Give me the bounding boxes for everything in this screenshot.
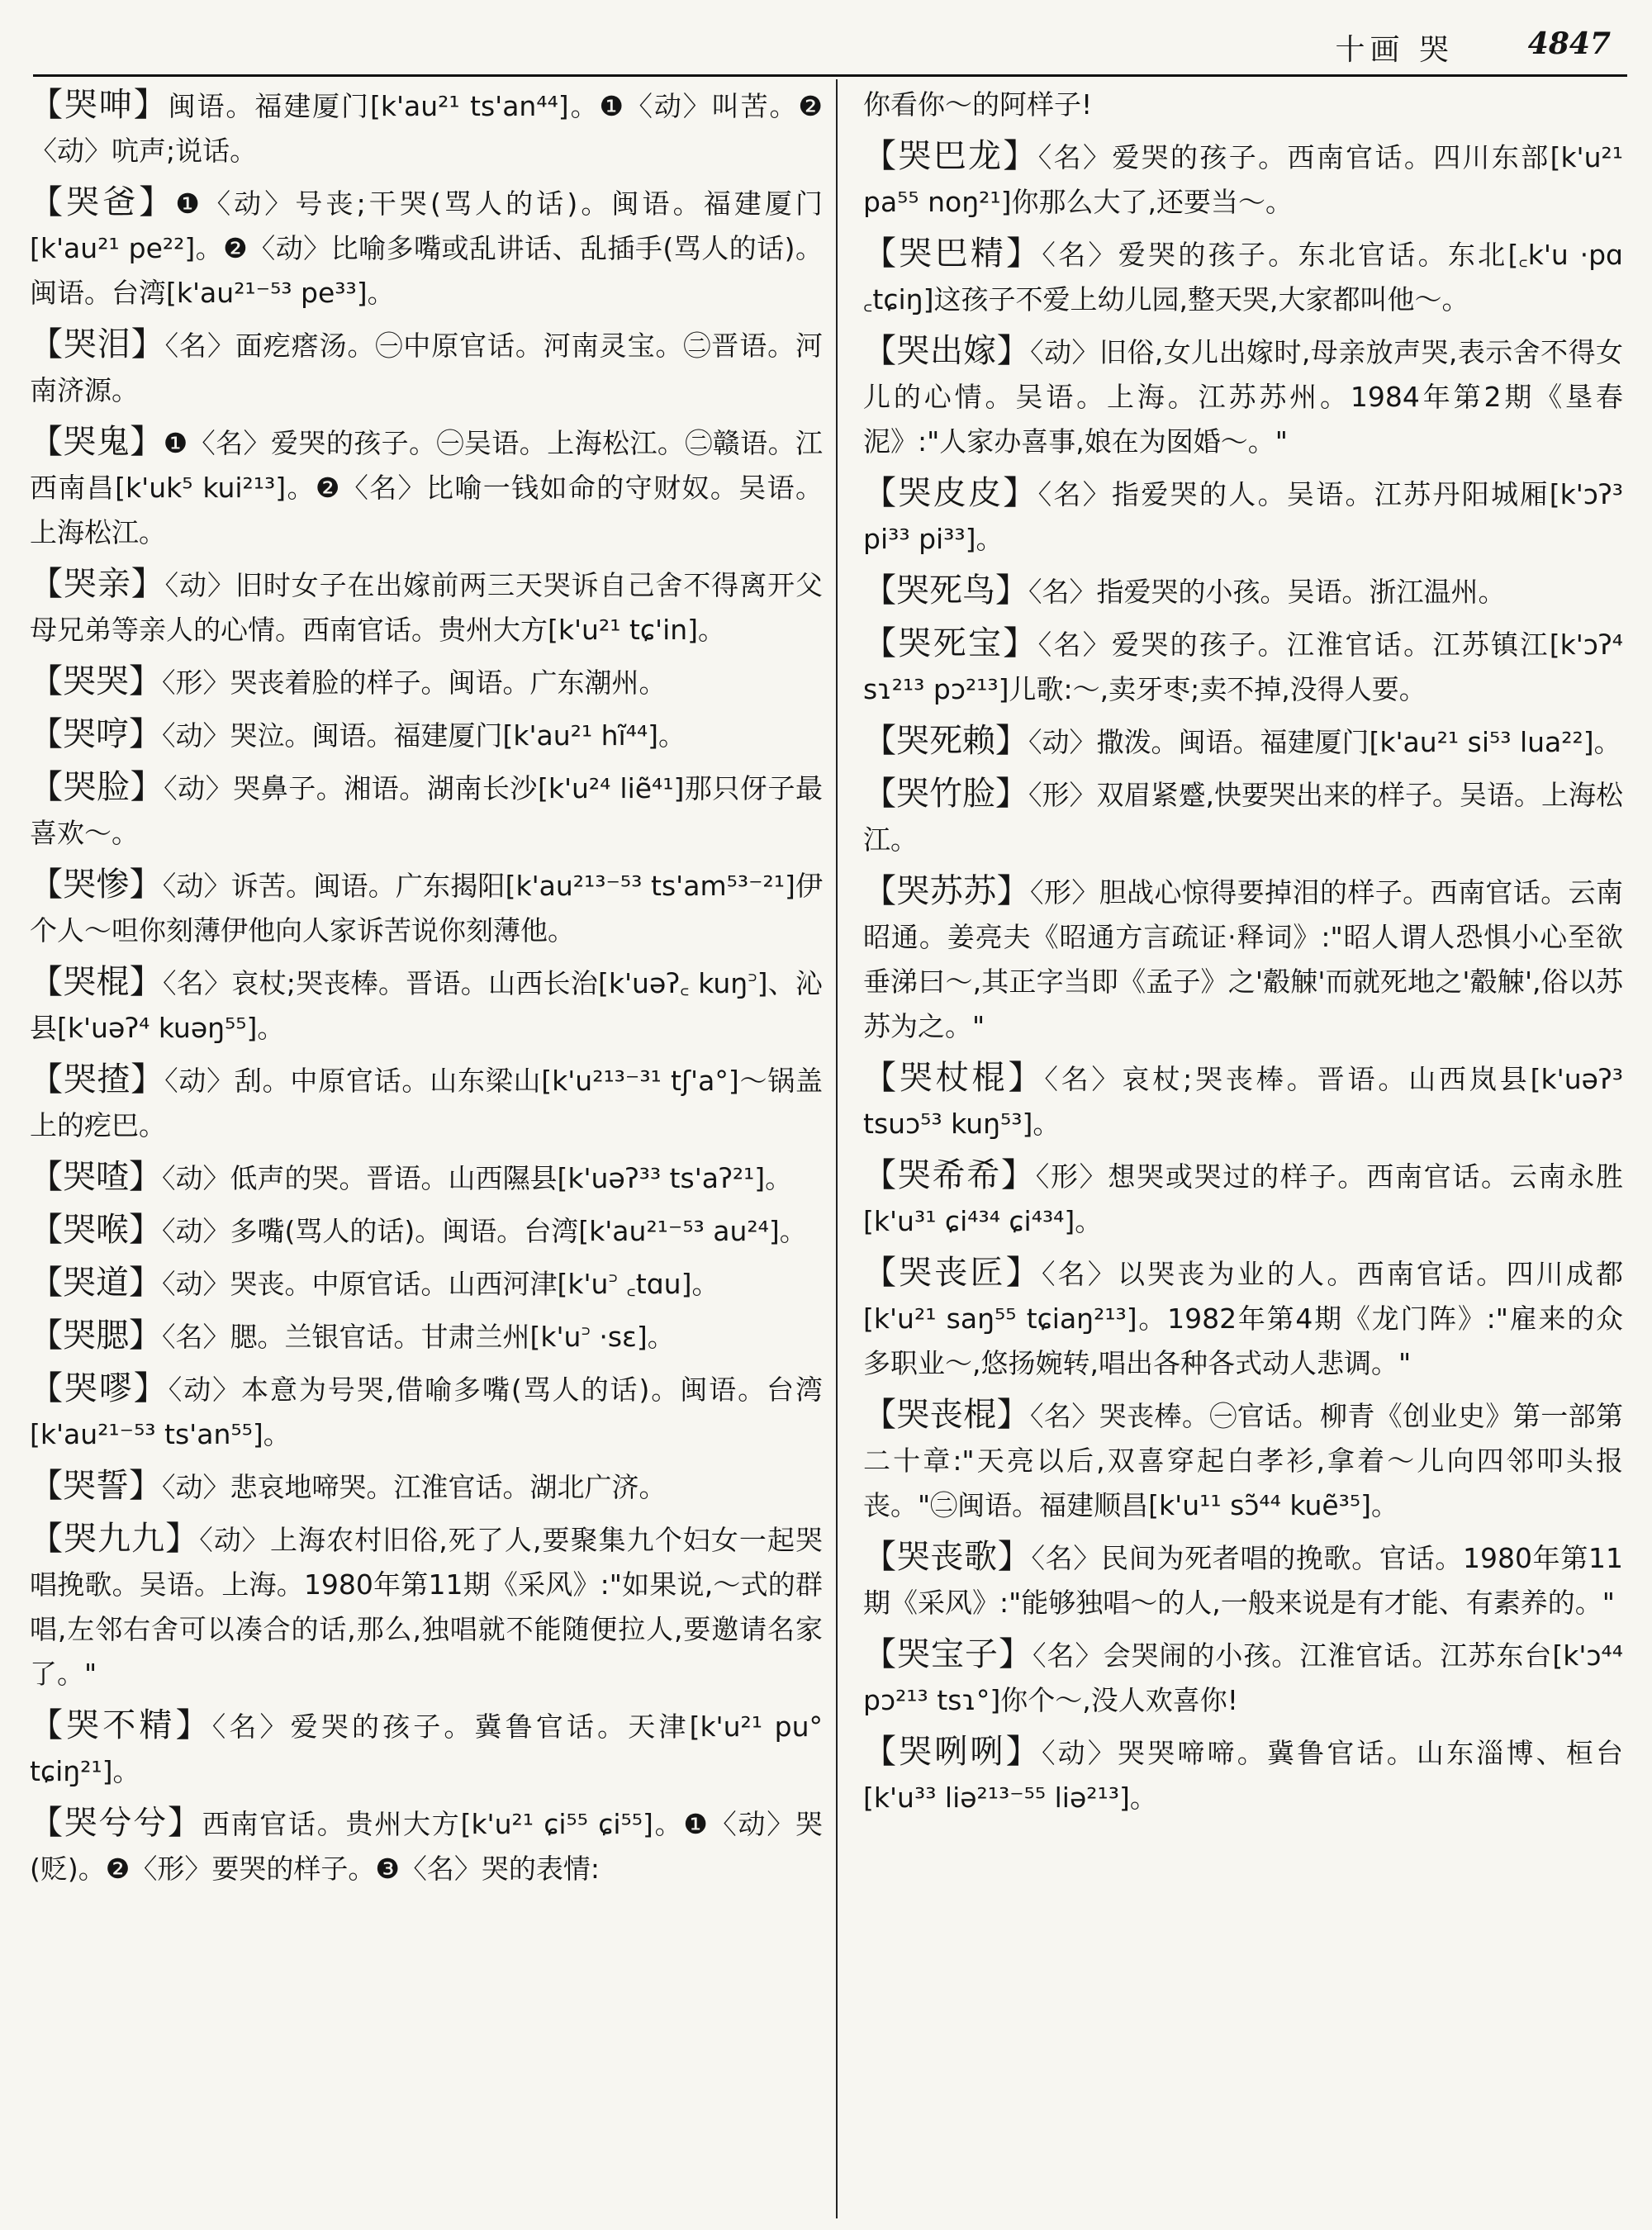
section-title: 十画 哭 [1335, 33, 1454, 67]
entry-definition: 〈形〉胆战心惊得要掉泪的样子。西南官话。云南昭通。姜亮夫《昭通方言疏证·释词》:"昭人谓人恐惧小心至欲垂涕曰～,其正字当即《孟子》之'觳觫'而就死地之'觳觫',俗以苏苏为之。" [863, 876, 1623, 1042]
entry-headword: 【哭喳】 [30, 1158, 162, 1196]
entry-headword: 【哭哼】 [30, 715, 162, 753]
entry-headword: 【哭死鸟】 [863, 572, 1028, 610]
right-column [863, 83, 1623, 2213]
entry-definition: 〈名〉腮。兰银官话。甘肃兰州[k'u꜄ ·sɛ]。 [162, 1321, 675, 1353]
entry-headword: 【哭希希】 [863, 1156, 1036, 1194]
entry-headword: 【哭惨】 [30, 866, 163, 904]
entry-definition: 〈形〉双眉紧蹙,快要哭出来的样子。吴语。上海松江。 [863, 779, 1623, 856]
dictionary-entry [863, 1393, 1623, 1528]
entry-headword: 【哭嘐】 [30, 1369, 169, 1407]
entry-headword: 【哭泪】 [30, 325, 165, 363]
dictionary-entry [30, 862, 823, 953]
dictionary-entry [863, 719, 1623, 765]
entry-definition: 〈名〉爱哭的孩子。江淮官话。江苏镇江[k'ɔʔ⁴ sɿ²¹³ pɔ²¹³]儿歌:～,卖牙枣;卖不掉,没得人要。 [863, 629, 1623, 705]
dictionary-entry [863, 621, 1623, 712]
page-header [33, 23, 1627, 77]
entry-headword: 【哭死赖】 [863, 722, 1028, 760]
entry-definition: 〈动〉哭哭啼啼。冀鲁官话。山东淄博、桓台[k'u³³ liə²¹³⁻⁵⁵ liə²¹³]。 [863, 1737, 1623, 1814]
dictionary-entry [30, 180, 823, 316]
entry-definition: 〈名〉哭丧棒。㊀官话。柳青《创业史》第一部第二十章:"天亮以后,双喜穿起白孝衫,拿着～儿向四邻叩头报丧。"㊁闽语。福建顺昌[k'u¹¹ sɔ̃⁴⁴ kuẽ³⁵]。 [863, 1400, 1623, 1521]
entry-headword: 【哭不精】 [30, 1706, 212, 1744]
dictionary-entry [30, 1260, 823, 1307]
entry-headword: 【哭丧歌】 [863, 1538, 1032, 1576]
entry-headword: 【哭呻】 [30, 86, 169, 124]
entry-headword: 【哭巴龙】 [863, 137, 1038, 175]
entry-headword: 【哭哭】 [30, 662, 162, 700]
entry-definition: 闽语。福建厦门[k'au²¹ ts'an⁴⁴]。❶〈动〉叫苦。❷〈动〉吭声;说话。 [30, 90, 823, 167]
dictionary-entry [30, 765, 823, 856]
dictionary-entry [30, 1464, 823, 1510]
dictionary-entry [863, 568, 1623, 614]
entry-definition: ❶〈名〉爱哭的孩子。㊀吴语。上海松江。㊁赣语。江西南昌[k'uk⁵ kui²¹³]。❷〈名〉比喻一钱如命的守财奴。吴语。上海松江。 [30, 427, 823, 548]
dictionary-entry [863, 1535, 1623, 1625]
dictionary-entry [863, 1056, 1623, 1146]
entry-headword: 【哭丧匠】 [863, 1254, 1042, 1292]
entry-definition: 〈动〉诉苦。闽语。广东揭阳[k'au²¹³⁻⁵³ ts'am⁵³⁻²¹]伊个人～呾你刻薄伊他向人家诉苦说你刻薄他。 [30, 870, 823, 947]
dictionary-entry [863, 1250, 1623, 1386]
dictionary-entry [30, 322, 823, 413]
dictionary-entry [863, 1729, 1623, 1820]
page-number: 4847 [1527, 26, 1611, 61]
entry-definition: 〈动〉哭鼻子。湘语。湖南长沙[k'u²⁴ liẽ⁴¹]那只伢子最喜欢～。 [30, 772, 823, 849]
entry-headword: 【哭喉】 [30, 1211, 162, 1249]
entry-definition: 〈名〉面疙瘩汤。㊀中原官话。河南灵宝。㊁晋语。河南济源。 [30, 330, 823, 406]
entry-definition: 〈动〉旧俗,女儿出嫁时,母亲放声哭,表示舍不得女儿的心情。吴语。上海。江苏苏州。1984年第2期《垦春泥》:"人家办喜事,娘在为囡婚～。" [863, 336, 1623, 458]
entry-headword: 【哭脸】 [30, 768, 164, 806]
entry-definition: 〈名〉民间为死者唱的挽歌。官话。1980年第11期《采风》:"能够独唱～的人,一般来说是有才能、有素养的。" [863, 1542, 1623, 1619]
entry-headword: 【哭咧咧】 [863, 1733, 1042, 1771]
entry-headword: 【哭九九】 [30, 1520, 200, 1558]
entry-headword: 【哭爸】 [30, 183, 176, 221]
dictionary-entry [30, 960, 823, 1051]
entry-definition: 〈动〉多嘴(骂人的话)。闽语。台湾[k'au²¹⁻⁵³ au²⁴]。 [162, 1215, 807, 1247]
entry-definition: 〈动〉旧时女子在出嫁前两三天哭诉自己舍不得离开父母兄弟等亲人的心情。西南官话。贵州大方[k'u²¹ tɕ'in]。 [30, 569, 823, 646]
dictionary-entry [30, 1801, 823, 1891]
entry-headword: 【哭道】 [30, 1264, 162, 1302]
entry-headword: 【哭皮皮】 [863, 474, 1038, 512]
entry-headword: 【哭宝子】 [863, 1635, 1032, 1673]
entry-definition: 〈动〉刮。中原官话。山东梁山[k'u²¹³⁻³¹ tʃ'a°]～锅盖上的疙巴。 [30, 1065, 823, 1141]
dictionary-entry [30, 659, 823, 705]
entry-headword: 【哭出嫁】 [863, 332, 1031, 370]
entry-headword: 【哭腮】 [30, 1317, 162, 1355]
entry-definition: 〈动〉上海农村旧俗,死了人,要聚集九个妇女一起哭唱挽歌。吴语。上海。1980年第11期《采风》:"如果说,～式的群唱,左邻右舍可以凑合的话,那么,独唱就不能随便拉人,要邀请名家了。" [30, 1524, 823, 1690]
entry-definition: ❶〈动〉号丧;干哭(骂人的话)。闽语。福建厦门[k'au²¹ pe²²]。❷〈动〉比喻多嘴或乱讲话、乱插手(骂人的话)。闽语。台湾[k'au²¹⁻⁵³ pe³³]。 [30, 187, 823, 309]
entry-definition: 〈形〉哭丧着脸的样子。闽语。广东潮州。 [162, 667, 667, 699]
dictionary-entry [30, 1313, 823, 1359]
entry-headword: 【哭巴精】 [863, 235, 1042, 273]
entry-definition: 〈名〉指爱哭的小孩。吴语。浙江温州。 [1028, 576, 1506, 608]
dictionary-entry [863, 134, 1623, 225]
entry-headword: 【哭鬼】 [30, 423, 164, 461]
dictionary-entry [30, 1208, 823, 1254]
dictionary-entry [30, 420, 823, 555]
entry-headword: 【哭亲】 [30, 565, 165, 603]
dictionary-entry [863, 1632, 1623, 1723]
entry-definition: 〈名〉哀杖;哭丧棒。晋语。山西岚县[k'uəʔ³ tsuɔ⁵³ kuŋ⁵³]。 [863, 1063, 1623, 1140]
dictionary-entry [30, 712, 823, 758]
entry-definition: 西南官话。贵州大方[k'u²¹ ɕi⁵⁵ ɕi⁵⁵]。❶〈动〉哭(贬)。❷〈形〉要哭的样子。❸〈名〉哭的表情: [30, 1808, 823, 1885]
entry-definition: 〈形〉想哭或哭过的样子。西南官话。云南永胜[k'u³¹ ɕi⁴³⁴ ɕi⁴³⁴]。 [863, 1160, 1623, 1237]
continuation-text: 你看你～的阿样子! [863, 88, 1093, 121]
entry-definition: 〈名〉以哭丧为业的人。西南官话。四川成都[k'u²¹ saŋ⁵⁵ tɕiaŋ²¹³]。1982年第4期《龙门阵》:"雇来的众多职业～,悠扬婉转,唱出各种各式动人悲调。" [863, 1258, 1623, 1379]
entry-definition: 〈名〉爱哭的孩子。冀鲁官话。天津[k'u²¹ pu° tɕiŋ²¹]。 [30, 1710, 823, 1787]
dictionary-entry [30, 1516, 823, 1696]
entry-definition: 〈动〉撒泼。闽语。福建厦门[k'au²¹ si⁵³ lua²²]。 [1028, 726, 1621, 758]
entry-definition: 〈名〉爱哭的孩子。东北官话。东北[꜀k'u ·pɑ ꜀tɕiŋ]这孩子不爱上幼儿园,整天哭,大家都叫他～。 [863, 239, 1623, 316]
dictionary-entry [30, 83, 823, 173]
entry-definition: 〈动〉本意为号哭,借喻多嘴(骂人的话)。闽语。台湾[k'au²¹⁻⁵³ ts'an⁵⁵]。 [30, 1374, 823, 1450]
entry-headword: 【哭誓】 [30, 1467, 162, 1505]
left-column [30, 83, 823, 2213]
dictionary-entry [863, 329, 1623, 464]
dictionary-entry [863, 869, 1623, 1049]
dictionary-entry [30, 1366, 823, 1457]
dictionary-entry [30, 562, 823, 652]
dictionary-entry [863, 231, 1623, 322]
entry-headword: 【哭兮兮】 [30, 1804, 202, 1842]
entry-definition: 〈动〉悲哀地啼哭。江淮官话。湖北广济。 [162, 1471, 667, 1503]
dictionary-entry [30, 1155, 823, 1201]
dictionary-entry [30, 1057, 823, 1148]
column-divider [836, 79, 838, 2218]
entry-definition: 〈名〉哀杖;哭丧棒。晋语。山西长治[k'uəʔ꜀ kuŋ꜄]、沁县[k'uəʔ⁴ kuəŋ⁵⁵]。 [30, 967, 823, 1044]
dictionary-entry [863, 771, 1623, 862]
dictionary-entry [863, 1153, 1623, 1244]
entry-definition: 〈动〉哭丧。中原官话。山西河津[k'u꜄ ꜀tɑu]。 [162, 1268, 719, 1300]
entry-definition: 〈名〉会哭闹的小孩。江淮官话。江苏东台[k'ɔ⁴⁴ pɔ²¹³ tsɿ°]你个～,没人欢喜你! [863, 1639, 1623, 1716]
dictionary-entry [30, 1703, 823, 1794]
entry-headword: 【哭杖棍】 [863, 1059, 1045, 1097]
entry-headword: 【哭竹脸】 [863, 775, 1028, 813]
entry-definition: 〈动〉低声的哭。晋语。山西隰县[k'uəʔ³³ ts'aʔ²¹]。 [162, 1162, 793, 1194]
entry-headword: 【哭丧棍】 [863, 1396, 1031, 1434]
entry-definition: 〈名〉爱哭的孩子。西南官话。四川东部[k'u²¹ pa⁵⁵ noŋ²¹]你那么大了,还要当～。 [863, 141, 1623, 218]
entry-headword: 【哭死宝】 [863, 624, 1038, 662]
entry-headword: 【哭揸】 [30, 1060, 165, 1098]
entry-headword: 【哭棍】 [30, 963, 164, 1001]
entry-headword: 【哭苏苏】 [863, 872, 1031, 910]
dictionary-entry [863, 471, 1623, 562]
entry-definition: 〈名〉指爱哭的人。吴语。江苏丹阳城厢[k'ɔʔ³ pi³³ pi³³]。 [863, 478, 1623, 555]
entry-definition: 〈动〉哭泣。闽语。福建厦门[k'au²¹ hĩ⁴⁴]。 [162, 719, 686, 752]
